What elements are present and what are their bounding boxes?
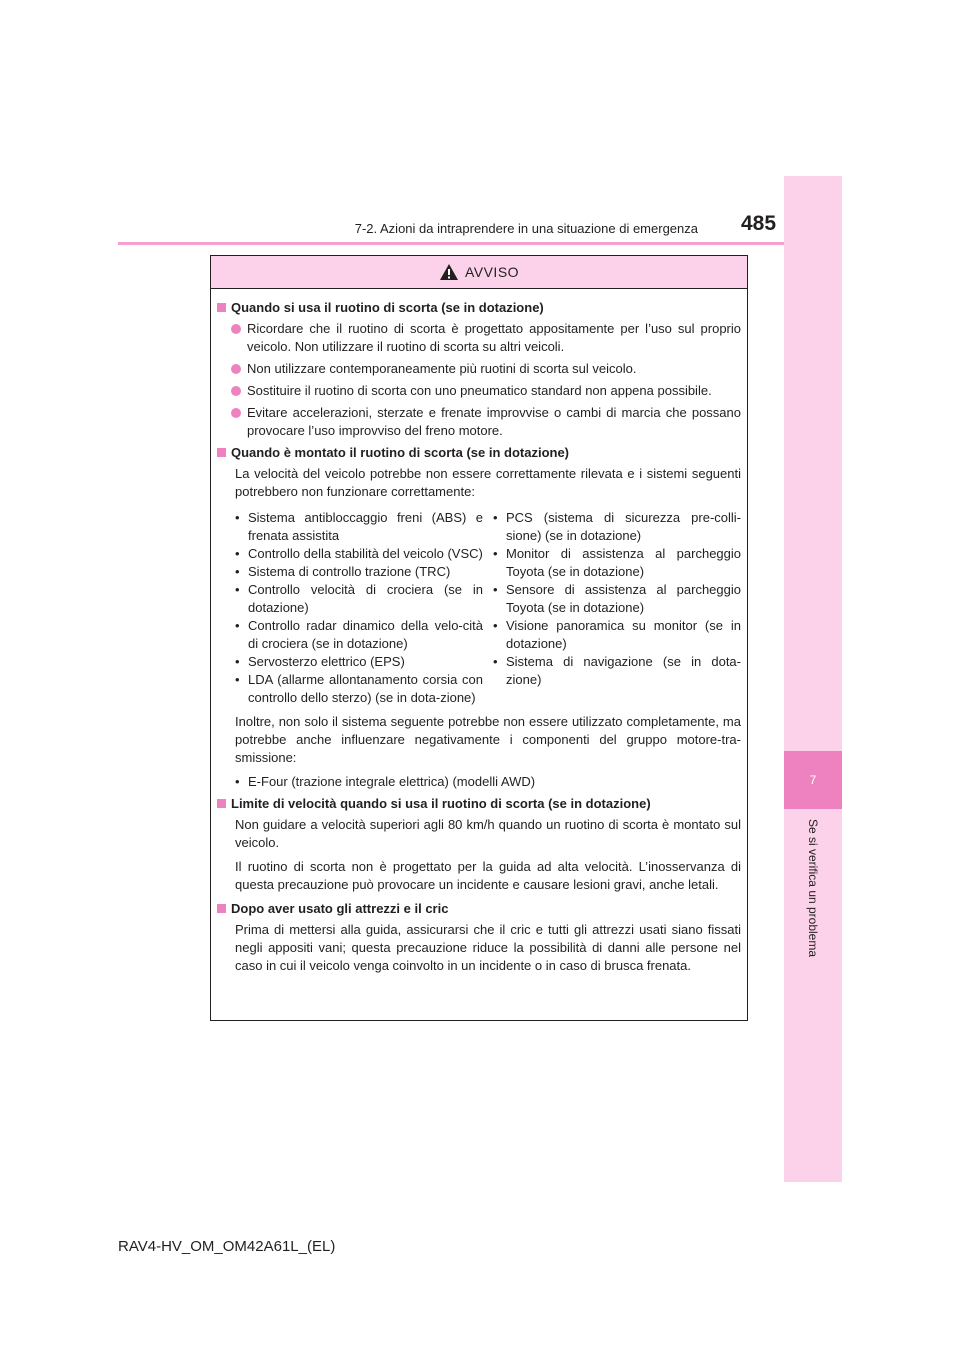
bullet-item: Ricordare che il ruotino di scorta è progettato appositamente per l’uso sul proprio veicolo. Non utilizzare il ruotino di scorta su altri veicoli.: [217, 320, 741, 356]
square-bullet-icon: [217, 303, 226, 312]
list-item: • PCS (sistema di sicurezza pre-colli-sione) (se in dotazione): [493, 509, 741, 545]
section-heading: Limite di velocità quando si usa il ruotino di scorta (se in dotazione): [217, 795, 741, 813]
section-heading: Quando è montato il ruotino di scorta (se in dotazione): [217, 444, 741, 462]
warning-header: [211, 256, 747, 289]
warning-content: [211, 289, 747, 975]
warning-title: AVVISO: [464, 264, 520, 280]
list-item: • Sensore di assistenza al parcheggio Toyota (se in dotazione): [493, 581, 741, 617]
list-item: • Sistema antibloccaggio freni (ABS) e frenata assistita: [235, 509, 483, 545]
chapter-number: 7: [784, 751, 842, 809]
list-item: • Visione panoramica su monitor (se in dotazione): [493, 617, 741, 653]
bullet-item: Non utilizzare contemporaneamente più ruotini di scorta sul veicolo.: [217, 360, 741, 378]
warning-triangle-icon: [439, 263, 459, 281]
section-heading: Dopo aver usato gli attrezzi e il cric: [217, 900, 741, 918]
list-item: • Sistema di navigazione (se in dota-zione): [493, 653, 741, 689]
list-item: • Monitor di assistenza al parcheggio Toyota (se in dotazione): [493, 545, 741, 581]
paragraph: Il ruotino di scorta non è progettato per la guida ad alta velocità. L’inosservanza di questa precauzione può provocare un incidente e causare lesioni gravi, anche letali.: [235, 859, 741, 892]
list-item: • Controllo velocità di crociera (se in dotazione): [235, 581, 483, 617]
header-rule: [118, 242, 842, 245]
section-header: 7-2. Azioni da intraprendere in una situazione di emergenza: [354, 221, 698, 236]
page-number: 485: [741, 212, 777, 235]
paragraph: Prima di mettersi alla guida, assicurarsi che il cric e tutti gli attrezzi usati siano fissati negli appositi vani; questa precauzione riduce la possibilità di danni alle persone nel caso in cui il veicolo venga coinvolto in un incidente o in caso di brusca frenata.: [235, 922, 741, 973]
document-code: RAV4-HV_OM_OM42A61L_(EL): [118, 1238, 336, 1255]
systems-list-right: [493, 509, 741, 707]
list-item: • E-Four (trazione integrale elettrica) (modelli AWD): [217, 773, 741, 791]
systems-list-left: [235, 509, 483, 707]
circle-bullet-icon: [231, 386, 241, 396]
paragraph: Non guidare a velocità superiori agli 80 km/h quando un ruotino di scorta è montato sul veicolo.: [235, 817, 741, 850]
list-item: • Sistema di controllo trazione (TRC): [235, 563, 483, 581]
paragraph: Inoltre, non solo il sistema seguente potrebbe non essere utilizzato completamente, ma potrebbe anche influenzare negativamente i componenti del gruppo motore-tra-smissione:: [235, 714, 741, 765]
list-item: • Servosterzo elettrico (EPS): [235, 653, 483, 671]
square-bullet-icon: [217, 448, 226, 457]
square-bullet-icon: [217, 799, 226, 808]
circle-bullet-icon: [231, 364, 241, 374]
warning-box: [210, 255, 748, 1021]
paragraph: La velocità del veicolo potrebbe non essere correttamente rilevata e i sistemi seguenti potrebbero non funzionare correttamente:: [235, 466, 741, 499]
systems-list: [217, 509, 741, 707]
square-bullet-icon: [217, 904, 226, 913]
list-item: • Controllo della stabilità del veicolo (VSC): [235, 545, 483, 563]
section-heading: Quando si usa il ruotino di scorta (se in dotazione): [217, 299, 741, 317]
circle-bullet-icon: [231, 408, 241, 418]
list-item: • Controllo radar dinamico della velo-cità di crociera (se in dotazione): [235, 617, 483, 653]
bullet-item: Evitare accelerazioni, sterzate e frenate improvvise o cambi di marcia che possano provocare l’uso improvviso del freno motore.: [217, 404, 741, 440]
chapter-title: Se si verifica un problema: [806, 818, 820, 958]
bullet-item: Sostituire il ruotino di scorta con uno pneumatico standard non appena possibile.: [217, 382, 741, 400]
circle-bullet-icon: [231, 324, 241, 334]
chapter-side-tab: [784, 176, 842, 1182]
list-item: • LDA (allarme allontanamento corsia con controllo dello sterzo) (se in dota-zione): [235, 671, 483, 707]
